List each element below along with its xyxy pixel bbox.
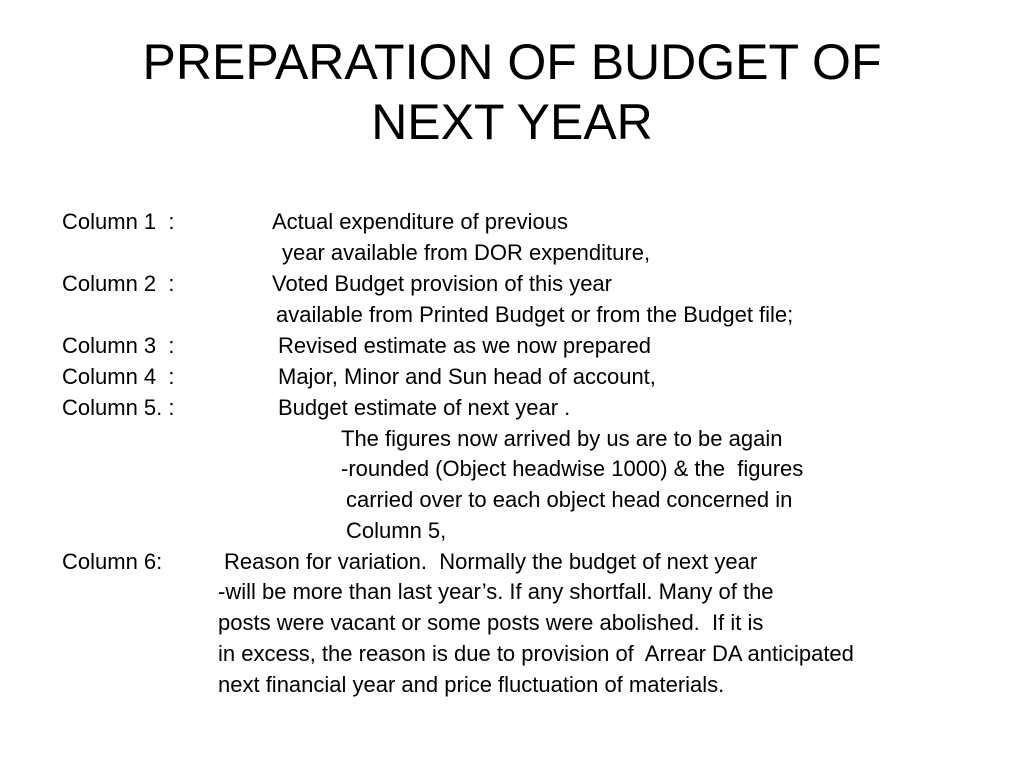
- column-5-text-line-5: Column 5,: [346, 518, 447, 543]
- column-6-text-line-5: next financial year and price fluctuation of materials.: [218, 672, 725, 697]
- column-2-text-line-2: available from Printed Budget or from the Budget file;: [276, 302, 794, 327]
- column-5-label: Column 5. :: [62, 395, 175, 420]
- column-5-text-line-4: carried over to each object head concerned in: [346, 487, 793, 512]
- column-3-text-line-1: Revised estimate as we now prepared: [278, 333, 651, 358]
- column-1-text-line-1: Actual expenditure of previous: [272, 209, 568, 234]
- column-2-label: Column 2 :: [62, 271, 175, 296]
- column-3-label: Column 3 :: [62, 333, 175, 358]
- column-1-label: Column 1 :: [62, 209, 175, 234]
- column-4-label: Column 4 :: [62, 364, 175, 389]
- title-line-2: NEXT YEAR: [371, 94, 653, 150]
- column-6-text-line-2: -will be more than last year’s. If any shortfall. Many of the: [218, 579, 774, 604]
- column-5-text-line-1: Budget estimate of next year .: [278, 395, 571, 420]
- column-6-text-line-4: in excess, the reason is due to provision of Arrear DA anticipated: [218, 641, 854, 666]
- column-6-text-line-3: posts were vacant or some posts were abolished. If it is: [218, 610, 764, 635]
- column-5-text-line-2: The figures now arrived by us are to be again: [341, 426, 783, 451]
- column-4-text-line-1: Major, Minor and Sun head of account,: [278, 364, 656, 389]
- column-6-label: Column 6:: [62, 549, 163, 574]
- column-1-text-line-2: year available from DOR expenditure,: [282, 240, 651, 265]
- column-6-text-line-1: Reason for variation. Normally the budget of next year: [224, 549, 758, 574]
- title-line-1: PREPARATION OF BUDGET OF: [142, 34, 882, 90]
- column-5-text-line-3: -rounded (Object headwise 1000) & the figures: [341, 456, 804, 481]
- column-2-text-line-1: Voted Budget provision of this year: [272, 271, 612, 296]
